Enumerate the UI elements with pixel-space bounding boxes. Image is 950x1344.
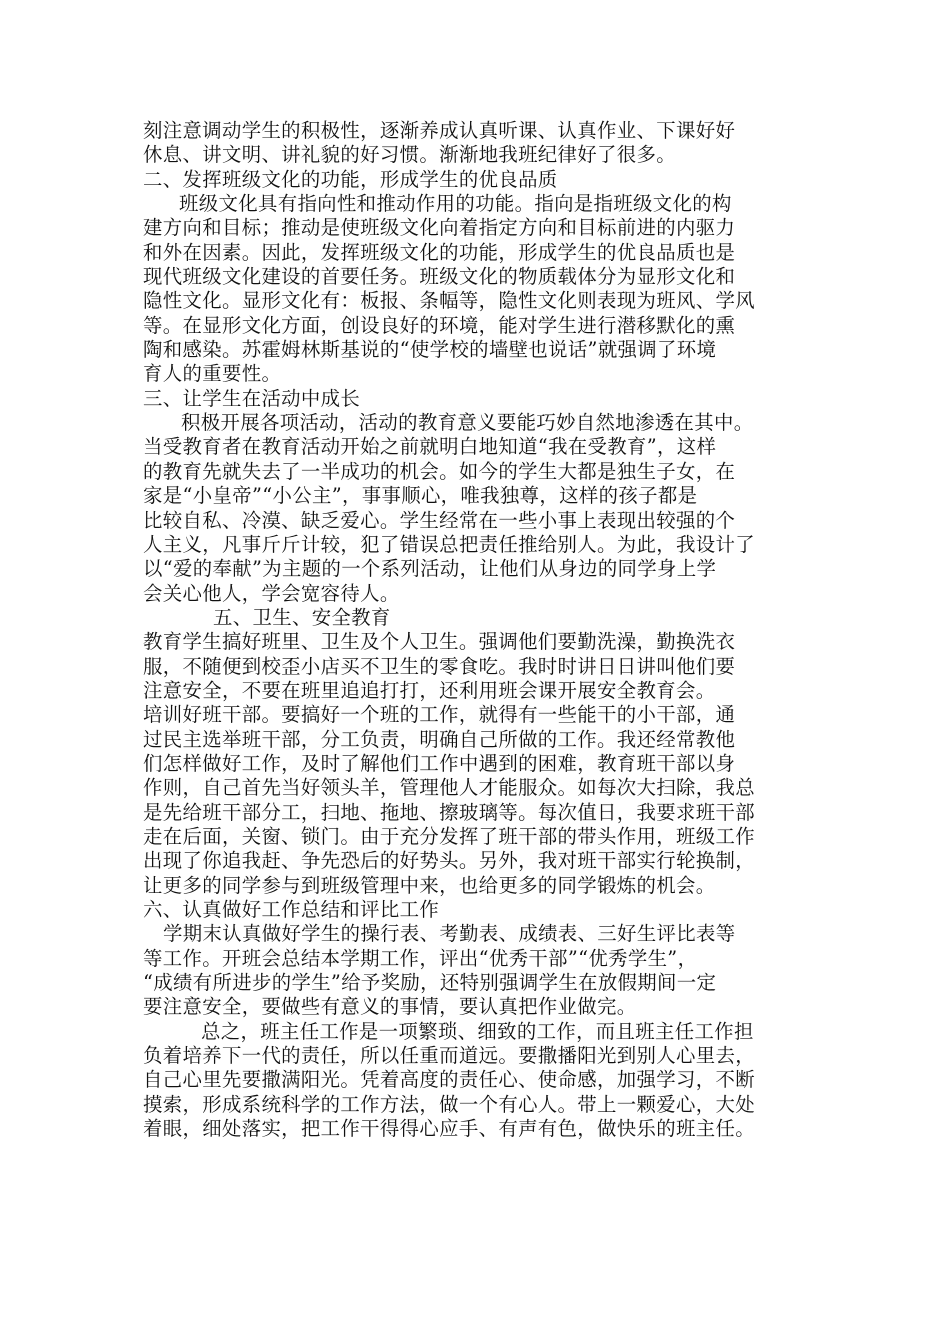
paragraph-line: 家是“小皇帝”“小公主”，事事顺心，唯我独尊，这样的孩子都是 xyxy=(143,484,698,508)
paragraph-line: 教育学生搞好班里、卫生及个人卫生。强调他们要勤洗澡，勤换洗衣 xyxy=(143,630,736,654)
paragraph-line: 自己心里先要撒满阳光。凭着高度的责任心、使命感，加强学习，不断 xyxy=(143,1068,755,1092)
paragraph-line: 着眼，细处落实，把工作干得得心应手、有声有色，做快乐的班主任。 xyxy=(143,1117,755,1141)
paragraph-line: 服，不随便到校歪小店买不卫生的零食吃。我时时讲日日讲叫他们要 xyxy=(143,654,736,678)
section-heading-2: 二、发挥班级文化的功能，形成学生的优良品质 xyxy=(143,167,558,191)
paragraph-line: 现代班级文化建设的首要任务。班级文化的物质载体分为显形文化和 xyxy=(143,265,736,289)
section-heading-3: 三、让学生在活动中成长 xyxy=(143,386,361,410)
document-body xyxy=(143,119,811,1141)
paragraph-line: 培训好班干部。要搞好一个班的工作，就得有一些能干的小干部，通 xyxy=(143,703,736,727)
paragraph-line: “成绩有所进步的学生”给予奖励，还特别强调学生在放假期间一定 xyxy=(143,971,717,995)
paragraph-line: 让更多的同学参与到班级管理中来，也给更多的同学锻炼的机会。 xyxy=(143,873,716,897)
paragraph-line: 走在后面，关窗、锁门。由于充分发挥了班干部的带头作用，班级工作 xyxy=(143,824,755,848)
paragraph-line: 和外在因素。因此，发挥班级文化的功能，形成学生的优良品质也是 xyxy=(143,240,736,264)
paragraph-line: 的教育先就失去了一半成功的机会。如今的学生大都是独生子女，在 xyxy=(143,459,736,483)
paragraph-line: 休息、讲文明、讲礼貌的好习惯。渐渐地我班纪律好了很多。 xyxy=(143,143,676,167)
paragraph-line: 人主义，凡事斤斤计较，犯了错误总把责任推给别人。为此，我设计了 xyxy=(143,532,755,556)
paragraph-line: 等工作。开班会总结本学期工作，评出“优秀干部”“优秀学生”， xyxy=(143,946,698,970)
paragraph-line: 隐性文化。显形文化有：板报、条幅等，隐性文化则表现为班风、学风 xyxy=(143,289,755,313)
section-heading-6: 六、认真做好工作总结和评比工作 xyxy=(143,898,440,921)
paragraph-line: 们怎样做好工作，及时了解他们工作中遇到的困难，教育班干部以身 xyxy=(143,751,736,775)
paragraph-line: 以“爱的奉献”为主题的一个系列活动，让他们从身边的同学身上学 xyxy=(143,557,717,581)
paragraph-line: 过民主选举班干部，分工负责，明确自己所做的工作。我还经常教他 xyxy=(143,727,736,751)
paragraph-line: 要注意安全，要做些有意义的事情，要认真把作业做完。 xyxy=(143,995,637,1019)
paragraph-line: 是先给班干部分工，扫地、拖地、擦玻璃等。每次值日，我要求班干部 xyxy=(143,800,755,824)
paragraph-line: 比较自私、冷漠、缺乏爱心。学生经常在一些小事上表现出较强的个 xyxy=(143,508,736,532)
section-heading-5: 五、卫生、安全教育 xyxy=(213,605,391,629)
paragraph-line: 作则，自己首先当好领头羊，管理他人才能服众。如每次大扫除，我总 xyxy=(143,776,755,800)
paragraph-line: 学期末认真做好学生的操行表、考勤表、成绩表、三好生评比表等 xyxy=(163,922,736,946)
paragraph-line: 建方向和目标；推动是使班级文化向着指定方向和目标前进的内驱力 xyxy=(143,216,736,240)
paragraph-line: 刻注意调动学生的积极性，逐渐养成认真听课、认真作业、下课好好 xyxy=(143,119,736,142)
paragraph-line: 会关心他人，学会宽容待人。 xyxy=(143,581,400,605)
paragraph-line: 积极开展各项活动，活动的教育意义要能巧妙自然地渗透在其中。 xyxy=(181,411,754,435)
paragraph-line: 当受教育者在教育活动开始之前就明白地知道“我在受教育”，这样 xyxy=(143,435,717,459)
paragraph-line: 负着培养下一代的责任，所以任重而道远。要撒播阳光到别人心里去， xyxy=(143,1044,755,1068)
paragraph-line: 总之，班主任工作是一项繁琐、细致的工作，而且班主任工作担 xyxy=(201,1019,754,1043)
paragraph-line: 摸索，形成系统科学的工作方法，做一个有心人。带上一颗爱心，大处 xyxy=(143,1092,755,1116)
paragraph-line: 育人的重要性。 xyxy=(143,362,282,386)
paragraph-line: 陶和感染。苏霍姆林斯基说的“使学校的墙壁也说话”就强调了环境 xyxy=(143,338,717,362)
paragraph-line: 出现了你追我赶、争先恐后的好势头。另外，我对班干部实行轮换制， xyxy=(143,849,755,873)
paragraph-line: 注意安全，不要在班里追追打打，还利用班会课开展安全教育会。 xyxy=(143,678,716,702)
paragraph-line: 班级文化具有指向性和推动作用的功能。指向是指班级文化的构 xyxy=(179,192,732,216)
paragraph-line: 等。在显形文化方面，创设良好的环境，能对学生进行潜移默化的熏 xyxy=(143,313,736,337)
